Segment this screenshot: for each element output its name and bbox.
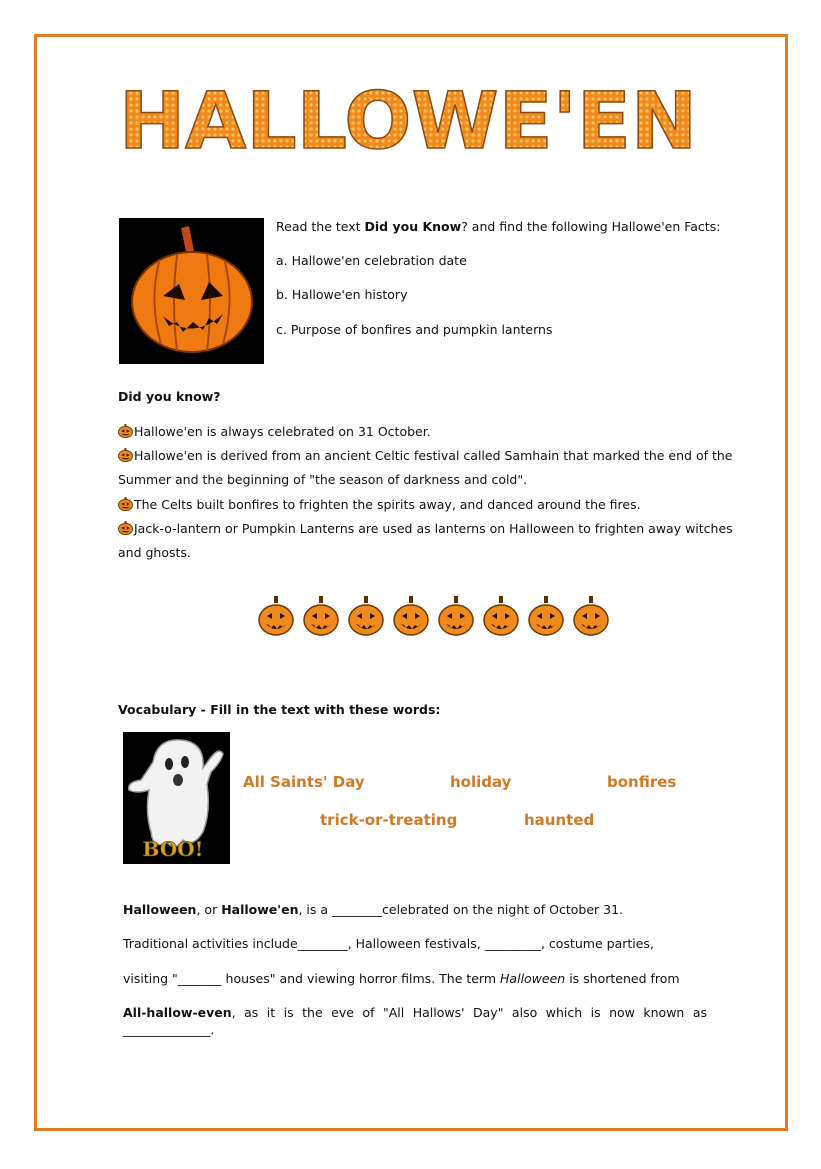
word-all-saints-day: All Saints' Day xyxy=(243,773,365,791)
task-bold-title: Did you Know xyxy=(364,219,462,234)
pumpkin-icon xyxy=(118,519,133,533)
task-instruction xyxy=(276,219,720,235)
fact-item: Hallowe'en is derived from an ancient Celtic festival called Samhain that marked the end of the Summer and the beginning of "the season of darkness and cold". xyxy=(118,448,733,487)
exercise-line-2: Traditional activities include________, Halloween festivals, _________, costume parties, xyxy=(123,936,654,951)
title-banner xyxy=(116,84,700,156)
task-item-c: c. Purpose of bonfires and pumpkin lanterns xyxy=(276,322,553,337)
pumpkin-icon xyxy=(481,594,526,638)
term-hallowe-en: Hallowe'en xyxy=(221,902,299,917)
task-item-b: b. Hallowe'en history xyxy=(276,287,408,302)
pumpkin-row xyxy=(256,594,616,638)
exercise-line-3: visiting "_______ houses" and viewing horror films. The term Halloween is shortened from xyxy=(123,971,680,986)
exercise-line-5: ______________. xyxy=(123,1022,215,1037)
pumpkin-icon xyxy=(118,446,133,460)
task-text-end: ? and find the following Hallowe'en Facts: xyxy=(461,219,721,234)
word-bonfires: bonfires xyxy=(607,773,677,791)
term-all-hallow-even: All-hallow-even xyxy=(123,1005,232,1020)
page-border xyxy=(34,34,788,1131)
pumpkin-icon xyxy=(118,495,133,509)
page-title: HALLOWE'EN xyxy=(119,84,697,156)
term-halloween-italic: Halloween xyxy=(500,971,566,986)
jack-o-lantern-image xyxy=(119,218,264,364)
exercise-line-4: All-hallow-even, as it is the eve of "All Hallows' Day" also which is now known as xyxy=(123,1005,707,1020)
pumpkin-icon xyxy=(256,594,301,638)
word-trick-or-treating: trick-or-treating xyxy=(320,811,458,829)
word-holiday: holiday xyxy=(450,773,512,791)
pumpkin-icon xyxy=(301,594,346,638)
fact-item: Jack-o-lantern or Pumpkin Lanterns are used as lanterns on Halloween to frighten away witches and ghosts. xyxy=(118,521,733,560)
ghost-image xyxy=(123,732,230,864)
pumpkin-icon xyxy=(346,594,391,638)
pumpkin-icon xyxy=(118,422,133,436)
exercise-line-1: Halloween, or Hallowe'en, is a ________celebrated on the night of October 31. xyxy=(123,902,624,917)
did-you-know-heading: Did you know? xyxy=(118,389,221,404)
pumpkin-icon xyxy=(391,594,436,638)
pumpkin-icon xyxy=(526,594,571,638)
task-item-a: a. Hallowe'en celebration date xyxy=(276,253,467,268)
fact-item: The Celts built bonfires to frighten the spirits away, and danced around the fires. xyxy=(118,493,744,517)
term-halloween: Halloween xyxy=(123,902,197,917)
ghost-caption: BOO! xyxy=(142,837,204,861)
fact-item: Hallowe'en is always celebrated on 31 October. xyxy=(118,420,744,444)
title-graphic xyxy=(116,84,700,156)
vocabulary-heading: Vocabulary - Fill in the text with these words: xyxy=(118,702,441,717)
task-text: Read the text xyxy=(276,219,365,234)
word-haunted: haunted xyxy=(524,811,595,829)
pumpkin-icon xyxy=(571,594,616,638)
pumpkin-icon xyxy=(436,594,481,638)
